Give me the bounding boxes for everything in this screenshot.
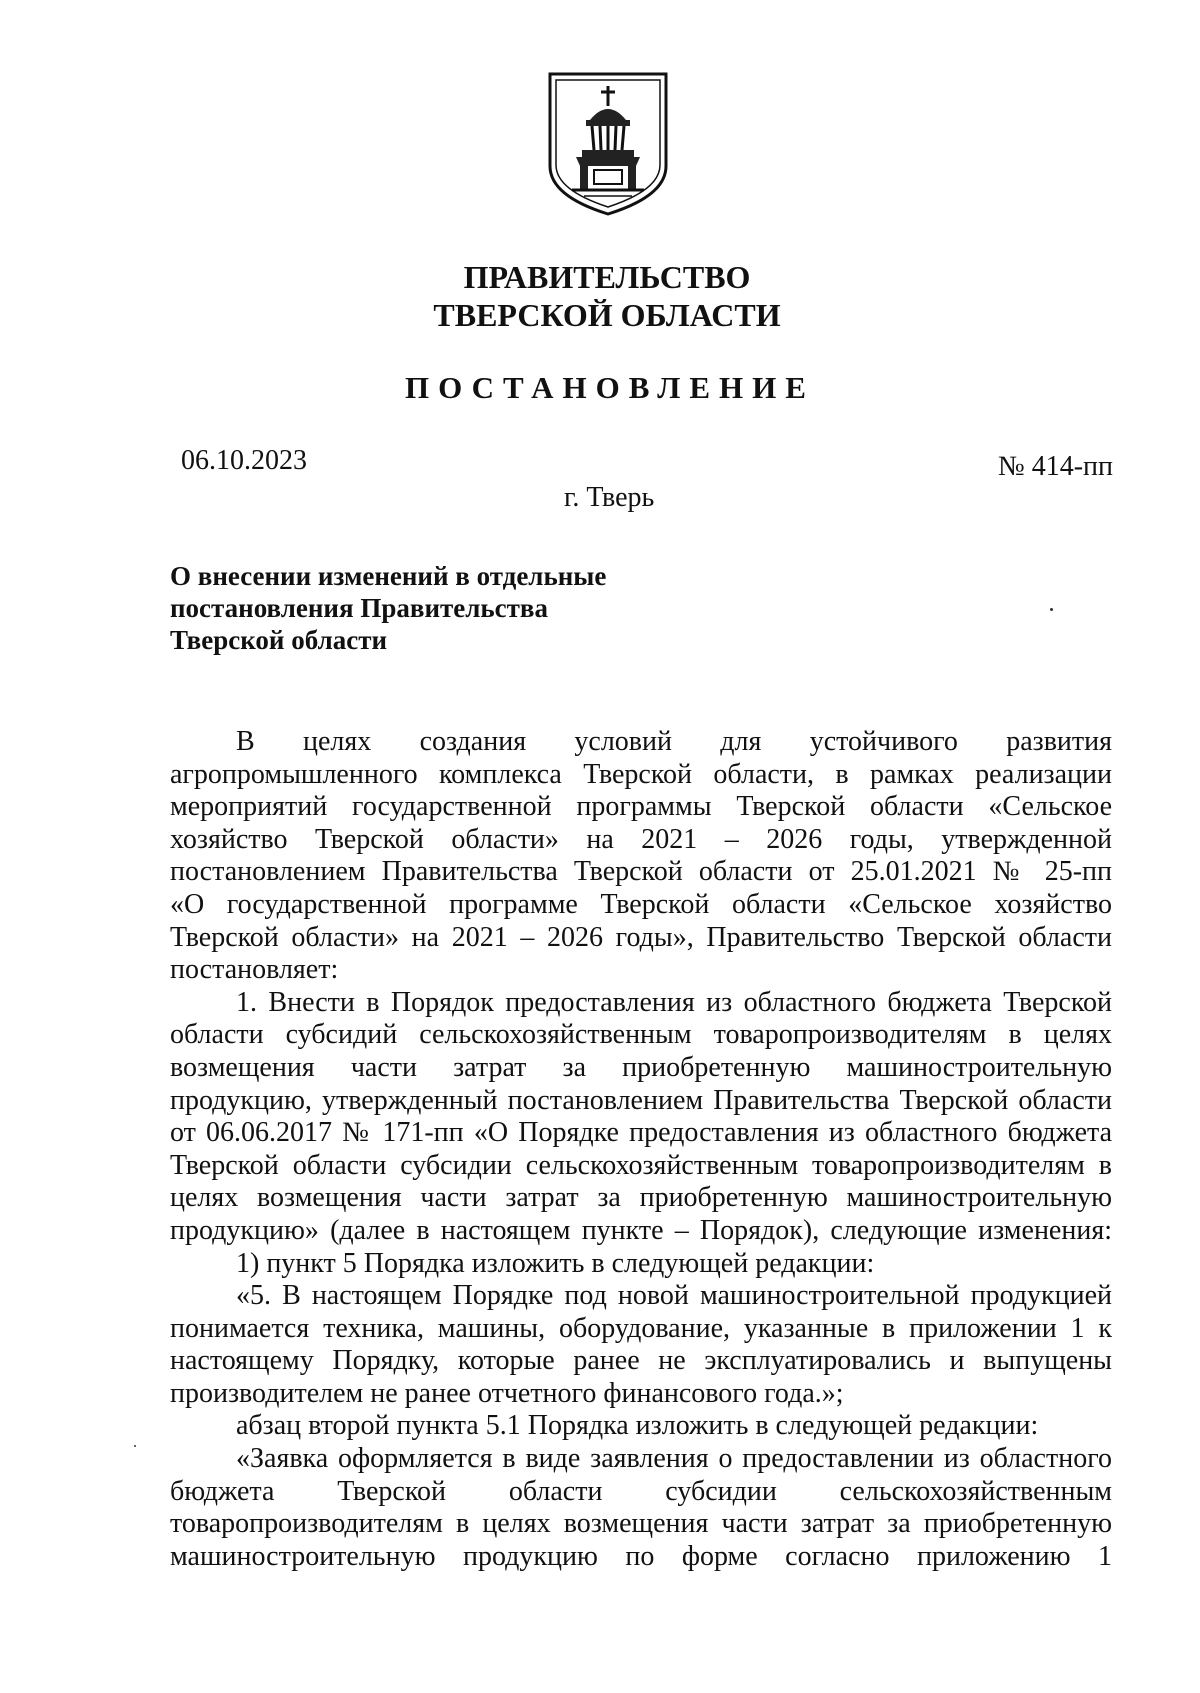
- body-line: 1) пункт 5 Порядка изложить в следующей редакции:: [236, 1247, 875, 1279]
- body-line: продукцию» (далее в настоящем пункте – Порядок), следующие изменения:: [170, 1214, 1112, 1246]
- scan-speck: [1050, 608, 1053, 611]
- body-line: продукцию, утвержденный постановлением Правительства Тверской области: [170, 1084, 1112, 1116]
- body-line: хозяйство Тверской области» на 2021 – 2026 годы, утвержденной: [170, 823, 1112, 855]
- document-subject: [170, 560, 730, 656]
- body-line: абзац второй пункта 5.1 Порядка изложить в следующей редакции:: [236, 1410, 1039, 1442]
- document-body: [170, 726, 1112, 1573]
- subject-line-2: постановления Правительства: [170, 593, 548, 623]
- body-line: мероприятий государственной программы Тверской области «Сельское: [170, 791, 1112, 823]
- tver-coat-of-arms-icon: [546, 70, 670, 218]
- document-date: 06.10.2023: [181, 445, 307, 476]
- body-line: «О государственной программе Тверской области «Сельское хозяйство: [170, 888, 1112, 920]
- body-line: Тверской области субсидии сельскохозяйственным товаропроизводителям в: [170, 1149, 1112, 1181]
- body-line: понимается техника, машины, оборудование, указанные в приложении 1 к: [170, 1312, 1112, 1344]
- body-line: настоящему Порядку, которые ранее не эксплуатировались и выпущены: [170, 1345, 1112, 1377]
- body-line: 1. Внести в Порядок предоставления из областного бюджета Тверской: [236, 986, 1112, 1018]
- body-line: машиностроительную продукцию по форме согласно приложению 1: [170, 1540, 1112, 1572]
- org-line-2: ТВЕРСКОЙ ОБЛАСТИ: [433, 297, 781, 333]
- document-number: № 414-пп: [997, 451, 1113, 482]
- body-line: «Заявка оформляется в виде заявления о предоставлении из областного: [236, 1443, 1112, 1475]
- body-line: В целях создания условий для устойчивого развития: [236, 726, 1112, 757]
- document-type: [0, 370, 1200, 406]
- subject-line-3: Тверской области: [170, 625, 388, 655]
- document-type-label: ПОСТАНОВЛЕНИЕ: [405, 370, 815, 405]
- body-line: области субсидий сельскохозяйственным товаропроизводителям в целях: [170, 1019, 1112, 1051]
- body-line: возмещения части затрат за приобретенную машиностроительную: [170, 1051, 1112, 1083]
- organization-name: [0, 258, 1200, 334]
- scan-speck: [134, 1445, 136, 1447]
- body-line: постановлением Правительства Тверской области от 25.01.2021 № 25-пп: [170, 856, 1112, 888]
- body-line: производителем не ранее отчетного финансового года.»;: [170, 1377, 844, 1409]
- body-line: бюджета Тверской области субсидии сельскохозяйственным: [170, 1475, 1112, 1507]
- body-line: целях возмещения части затрат за приобретенную машиностроительную: [170, 1182, 1112, 1214]
- body-line: от 06.06.2017 № 171-пп «О Порядке предоставления из областного бюджета: [170, 1117, 1112, 1149]
- org-line-1: ПРАВИТЕЛЬСТВО: [463, 259, 751, 295]
- body-line: товаропроизводителям в целях возмещения части затрат за приобретенную: [170, 1508, 1112, 1540]
- body-line: агропромышленного комплекса Тверской области, в рамках реализации: [170, 758, 1112, 790]
- body-line: Тверской области» на 2021 – 2026 годы», Правительство Тверской области: [170, 921, 1112, 953]
- subject-line-1: О внесении изменений в отдельные: [170, 561, 607, 591]
- document-city: г. Тверь: [564, 482, 655, 513]
- body-line: постановляет:: [170, 954, 339, 986]
- body-line: «5. В настоящем Порядке под новой машиностроительной продукцией: [236, 1280, 1112, 1312]
